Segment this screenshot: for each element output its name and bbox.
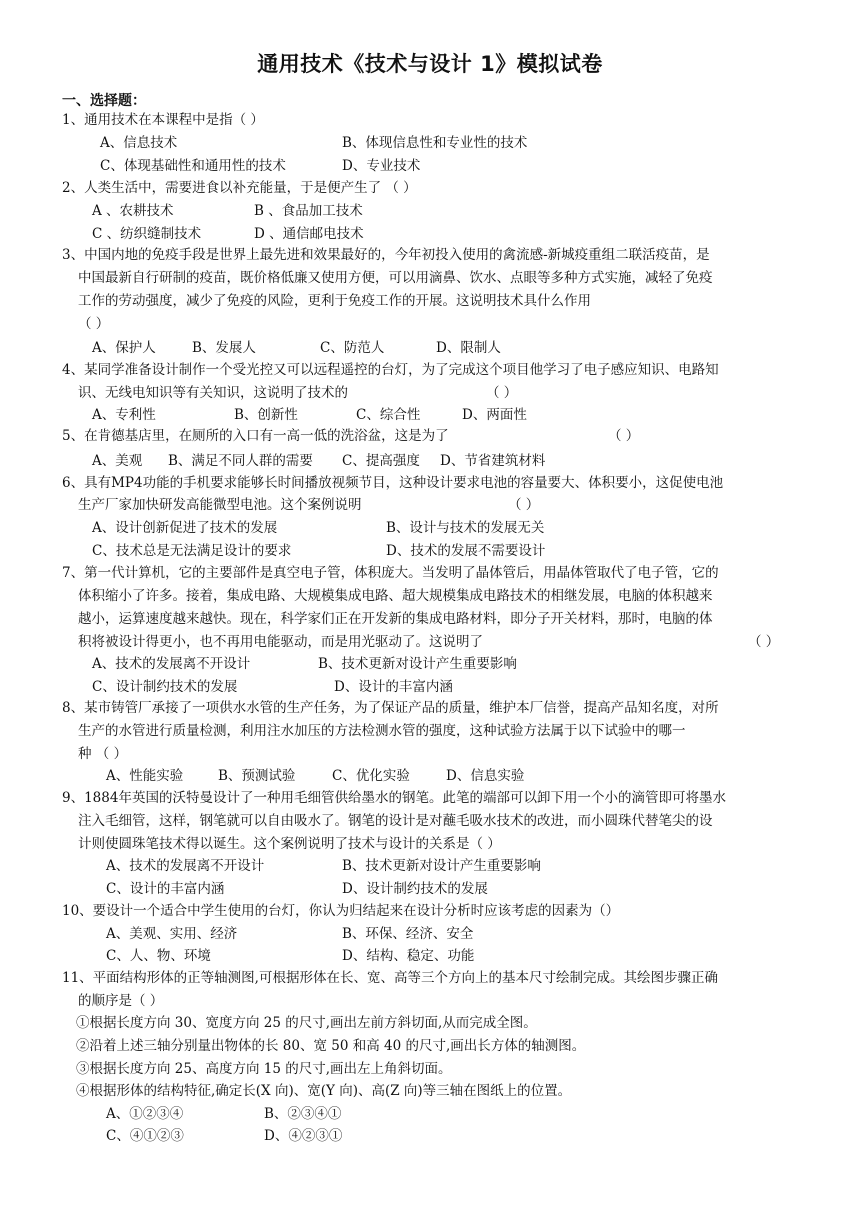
q11-step-4: ④根据形体的结构特征,确定长(X 向)、宽(Y 向)、高(Z 向)等三轴在图纸上的位置。 xyxy=(76,1083,572,1099)
question-4-line-1: 4、某同学准备设计制作一个受光控又可以远程遥控的台灯，为了完成这个项目他学习了电子感应知识、电路知 xyxy=(62,362,719,378)
question-3-line-2: 中国最新自行研制的疫苗，既价格低廉又使用方便，可以用滴鼻、饮水、点眼等多种方式实施，减轻了免疫 xyxy=(78,270,713,286)
question-3-line-4: （ ） xyxy=(78,316,110,332)
q5-answer-blank: （ ） xyxy=(608,428,640,444)
q9-option-b: B、技术更新对设计产生重要影响 xyxy=(342,858,541,874)
q10-option-a: A、美观、实用、经济 xyxy=(106,926,238,942)
question-7-line-4: 积将被设计得更小，也不再用电能驱动，而是用光驱动了。这说明了 xyxy=(78,634,483,650)
q9-option-d: D、设计制约技术的发展 xyxy=(342,881,488,897)
question-8-line-3: 种 （ ） xyxy=(78,746,128,762)
q4-option-d: D、两面性 xyxy=(462,407,527,423)
q4-option-c: C、综合性 xyxy=(356,407,421,423)
q5-option-b: B、满足不同人群的需要 xyxy=(168,453,313,469)
q1-option-d: D、专业技术 xyxy=(342,158,421,174)
q5-option-d: D、节省建筑材料 xyxy=(440,453,546,469)
q6-option-b: B、设计与技术的发展无关 xyxy=(386,520,545,536)
exam-title: 通用技术《技术与设计 1》模拟试卷 xyxy=(257,52,603,76)
q5-option-c: C、提高强度 xyxy=(342,453,420,469)
q6-option-a: A、设计创新促进了技术的发展 xyxy=(92,520,278,536)
question-11-line-1: 11、平面结构形体的正等轴测图,可根据形体在长、宽、高等三个方向上的基本尺寸绘制完成。其绘图步骤正确 xyxy=(62,970,718,986)
q10-option-c: C、人、物、环境 xyxy=(106,948,211,964)
q9-option-c: C、设计的丰富内涵 xyxy=(106,881,225,897)
question-6-line-1: 6、具有MP4功能的手机要求能够长时间播放视频节目，这种设计要求电池的容量要大、体积要小，这促使电池 xyxy=(62,475,724,491)
q6-option-c: C、技术总是无法满足设计的要求 xyxy=(92,543,292,559)
q3-option-b: B、发展人 xyxy=(192,340,256,356)
q2-option-a: A 、农耕技术 xyxy=(92,203,174,219)
question-8-line-2: 生产的水管进行质量检测，利用注水加压的方法检测水管的强度，这种试验方法属于以下试验中的哪一 xyxy=(78,723,686,739)
q8-option-b: B、预测试验 xyxy=(218,768,296,784)
q5-option-a: A、美观 xyxy=(92,453,143,469)
question-7-line-2: 体积缩小了许多。接着，集成电路、大规模集成电路、超大规模集成电路技术的相继发展，电脑的体积越来 xyxy=(78,588,713,604)
q4-option-a: A、专利性 xyxy=(92,407,156,423)
q4-answer-blank: （ ） xyxy=(486,385,518,401)
q11-option-a: A、①②③④ xyxy=(106,1106,184,1122)
q7-option-d: D、设计的丰富内涵 xyxy=(334,679,453,695)
question-3-line-3: 工作的劳动强度，减少了免疫的风险，更利于免疫工作的开展。这说明技术具什么作用 xyxy=(78,293,591,309)
q4-option-b: B、创新性 xyxy=(234,407,298,423)
q1-option-a: A、信息技术 xyxy=(100,135,178,151)
question-7-line-3: 越小，运算速度越来越快。现在，科学家们正在开发新的集成电路材料，即分子开关材料，那时，电脑的体 xyxy=(78,611,713,627)
q1-option-c: C、体现基础性和通用性的技术 xyxy=(100,158,286,174)
q7-option-c: C、设计制约技术的发展 xyxy=(92,679,238,695)
section-heading: 一、选择题： xyxy=(62,93,146,109)
q11-step-1: ①根据长度方向 30、宽度方向 25 的尺寸,画出左前方斜切面,从而完成全图。 xyxy=(76,1015,537,1031)
question-1-text: 1、通用技术在本课程中是指（ ） xyxy=(62,112,264,128)
q11-option-b: B、②③④① xyxy=(264,1106,342,1122)
question-9-line-3: 计则使圆珠笔技术得以诞生。这个案例说明了技术与设计的关系是（ ） xyxy=(78,836,501,852)
q7-option-b: B、技术更新对设计产生重要影响 xyxy=(318,656,517,672)
q11-step-3: ③根据长度方向 25、高度方向 15 的尺寸,画出左上角斜切面。 xyxy=(76,1061,452,1077)
q1-option-b: B、体现信息性和专业性的技术 xyxy=(342,135,528,151)
q9-option-a: A、技术的发展离不开设计 xyxy=(106,858,265,874)
question-11-line-2: 的顺序是（ ） xyxy=(78,993,164,1009)
question-4-line-2: 识、无线电知识等有关知识，这说明了技术的 xyxy=(78,385,348,401)
q8-option-c: C、优化实验 xyxy=(332,768,410,784)
q3-option-c: C、防范人 xyxy=(320,340,385,356)
q2-option-c: C 、纺织缝制技术 xyxy=(92,226,202,242)
question-7-line-1: 7、第一代计算机，它的主要部件是真空电子管，体积庞大。当发明了晶体管后，用晶体管取代了电子管，它的 xyxy=(62,565,719,581)
q10-option-b: B、环保、经济、安全 xyxy=(342,926,474,942)
q7-option-a: A、技术的发展离不开设计 xyxy=(92,656,251,672)
q8-option-d: D、信息实验 xyxy=(446,768,525,784)
q6-option-d: D、技术的发展不需要设计 xyxy=(386,543,546,559)
q2-option-d: D 、通信邮电技术 xyxy=(254,226,364,242)
question-6-line-2: 生产厂家加快研发高能微型电池。这个案例说明 xyxy=(78,497,362,513)
q8-option-a: A、性能实验 xyxy=(106,768,184,784)
q10-option-d: D、结构、稳定、功能 xyxy=(342,948,475,964)
question-9-line-2: 注入毛细管，这样，钢笔就可以自由吸水了。钢笔的设计是对蘸毛吸水技术的改进，而小圆珠代替笔尖的设 xyxy=(78,813,713,829)
q11-option-c: C、④①②③ xyxy=(106,1128,184,1144)
q3-option-a: A、保护人 xyxy=(92,340,156,356)
question-10-text: 10、要设计一个适合中学生使用的台灯，你认为归结起来在设计分析时应该考虑的因素为（） xyxy=(62,903,620,919)
question-2-text: 2、人类生活中，需要进食以补充能量，于是便产生了 （ ） xyxy=(62,180,417,196)
question-5-text: 5、在肯德基店里，在厕所的入口有一高一低的洗浴盆，这是为了 xyxy=(62,428,449,444)
q7-answer-blank: （ ） xyxy=(748,634,780,650)
q11-option-d: D、④②③① xyxy=(264,1128,343,1144)
question-3-line-1: 3、中国内地的免疫手段是世界上最先进和效果最好的，今年初投入使用的禽流感-新城疫重组二联活疫苗，是 xyxy=(62,247,710,263)
q3-option-d: D、限制人 xyxy=(436,340,501,356)
q2-option-b: B 、食品加工技术 xyxy=(254,203,363,219)
q6-answer-blank: （ ） xyxy=(508,497,540,513)
q11-step-2: ②沿着上述三轴分别量出物体的长 80、宽 50 和高 40 的尺寸,画出长方体的轴测图。 xyxy=(76,1038,586,1054)
question-9-line-1: 9、1884年英国的沃特曼设计了一种用毛细管供给墨水的钢笔。此笔的端部可以卸下用一个小的滴管即可将墨水 xyxy=(62,790,726,806)
question-8-line-1: 8、某市铸管厂承接了一项供水水管的生产任务，为了保证产品的质量，维护本厂信誉，提高产品知名度，对所 xyxy=(62,700,719,716)
